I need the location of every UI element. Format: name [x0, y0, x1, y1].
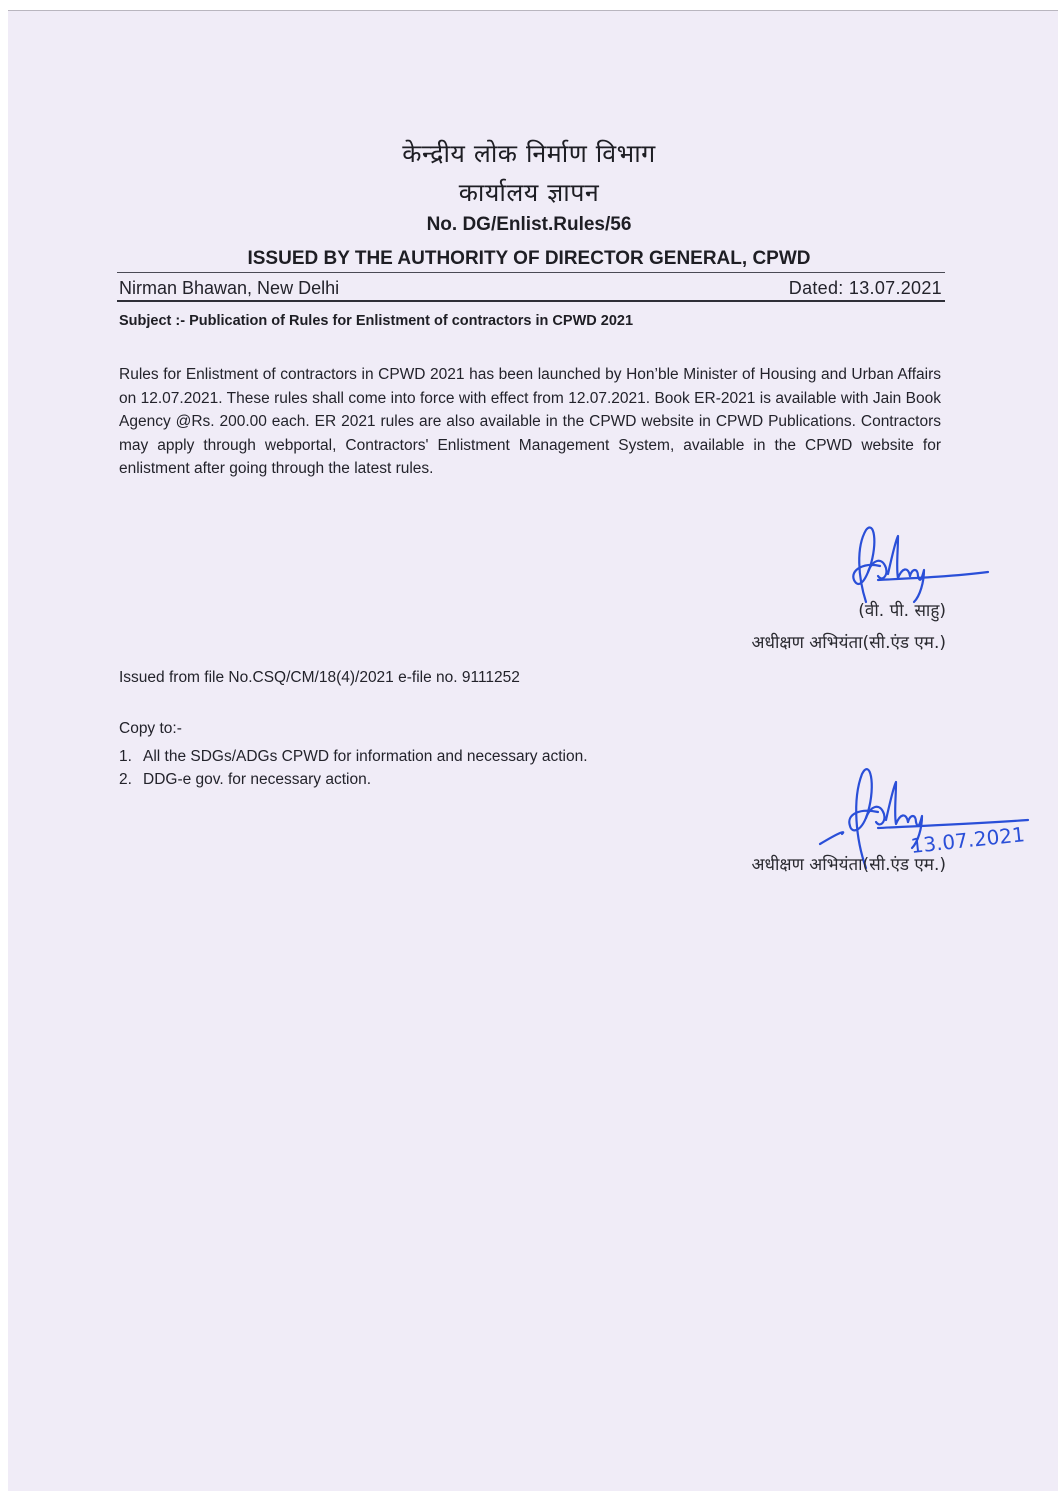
issuing-authority: ISSUED BY THE AUTHORITY OF DIRECTOR GENERAL, CPWD [247, 248, 811, 269]
copy-to-item [119, 768, 588, 791]
signatory-designation: अधीक्षण अभियंता(सी.एंड एम.) [751, 633, 946, 653]
copy-to-item-number: 2. [119, 771, 132, 788]
signatory-name: (वी. पी. साहु) [858, 601, 946, 621]
file-reference: Issued from file No.CSQ/CM/18(4)/2021 e-file no. 9111252 [119, 669, 520, 686]
copy-to-item-text: All the SDGs/ADGs CPWD for information and necessary action. [143, 748, 588, 765]
hindi-office-memo-title: कार्यालय ज्ञापन [458, 178, 600, 207]
header-divider-top [117, 272, 945, 273]
copy-to-item [119, 745, 588, 768]
copy-to-list [119, 745, 588, 791]
handwritten-date: 13.07.2021 [909, 822, 1026, 858]
copy-to-item-text: DDG-e gov. for necessary action. [143, 771, 371, 788]
issue-date: Dated: 13.07.2021 [788, 278, 942, 298]
signatory-designation-2: अधीक्षण अभियंता(सी.एंड एम.) [751, 855, 946, 875]
header-divider-bottom [117, 300, 945, 302]
subject-line: Subject :- Publication of Rules for Enlistment of contractors in CPWD 2021 [119, 313, 634, 329]
body-paragraph: Rules for Enlistment of contractors in CPWD 2021 has been launched by Hon’ble Minister of Housing and Urban Affairs on 12.07.2021. These rules shall come into force with effect from 12.07.2021. Book ER-2021 is available with Jain Book Agency @Rs. 200.00 each. ER 2021 rules are also available in the CPWD website in CPWD Publications. Contractors may apply through webportal, Contractors' Enlistment Management System, available in the CPWD website for enlistment after going through the latest rules. [119, 366, 941, 478]
issue-place: Nirman Bhawan, New Delhi [119, 278, 340, 298]
hindi-department-title: केन्द्रीय लोक निर्माण विभाग [402, 139, 656, 168]
copy-to-heading: Copy to:- [119, 720, 182, 737]
copy-to-item-number: 1. [119, 748, 132, 765]
document-number: No. DG/Enlist.Rules/56 [426, 214, 632, 235]
